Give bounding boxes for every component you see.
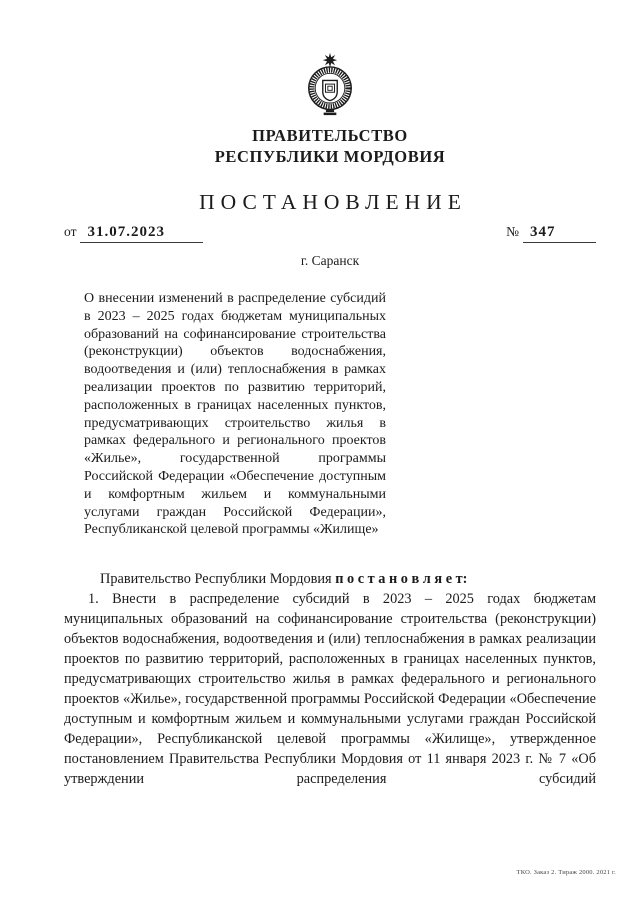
resolution-verb: п о с т а н о в л я е т: <box>335 571 468 588</box>
document-body <box>64 569 596 789</box>
date-number-row <box>64 224 596 243</box>
document-subject: О внесении изменений в распределение субсидий в 2023 – 2025 годах бюджетам муниципальных образований на софинансирование строительства (реконструкции) объектов водоснабжения, водоотведения и (или) теплоснабжения в рамках реализации проектов по развитию территорий, расположенных в границах населенных пунктов, предусматривающих строительство жилья в рамках федерального и регионального проектов «Жилье», государственной программы Российской Федерации «Обеспечение доступным и комфортным жильем и коммунальными услугами граждан Российской Федерации», Республиканской целевой программы «Жилище» <box>84 291 386 538</box>
document-type-title: ПОСТАНОВЛЕНИЕ <box>199 190 467 214</box>
resolution-intro: Правительство Республики Мордовия <box>100 571 332 588</box>
date-field <box>64 224 203 243</box>
number-prefix-label: № <box>506 224 519 239</box>
number-value: 347 <box>523 224 596 243</box>
solar-star <box>323 53 337 67</box>
org-name-line2: РЕСПУБЛИКИ МОРДОВИЯ <box>214 147 446 166</box>
org-name-line1: ПРАВИТЕЛЬСТВО <box>252 126 408 145</box>
number-field <box>506 224 596 243</box>
print-shop-footer: ТКО. Заказ 2. Тираж 2000. 2021 г. <box>516 869 616 876</box>
coat-of-arms-icon <box>301 52 359 118</box>
date-value: 31.07.2023 <box>80 224 203 243</box>
org-name <box>64 125 596 167</box>
city-line: г. Саранск <box>300 253 360 268</box>
date-prefix-label: от <box>64 224 77 239</box>
paragraph-1: 1. Внести в распределение субсидий в 2023 – 2025 годах бюджетам муниципальных образований на софинансирование строительства (реконструкции) объектов водоснабжения, водоотведения и (или) теплоснабжения в рамках реализации проектов по развитию территорий, расположенных в границах населенных пунктов, предусматривающих строительство жилья в рамках федерального и регионального проектов «Жилье», государственной программы Российской Федерации «Обеспечение доступным и комфортным жильем и коммунальными услугами граждан Российской Федерации», Республиканской целевой программы «Жилище», утвержденное постановлением Правительства Республики Мордовия от 11 января 2023 г. № 7 «Об утверждении распределения субсидий <box>64 591 596 788</box>
resolution-line <box>64 569 596 589</box>
